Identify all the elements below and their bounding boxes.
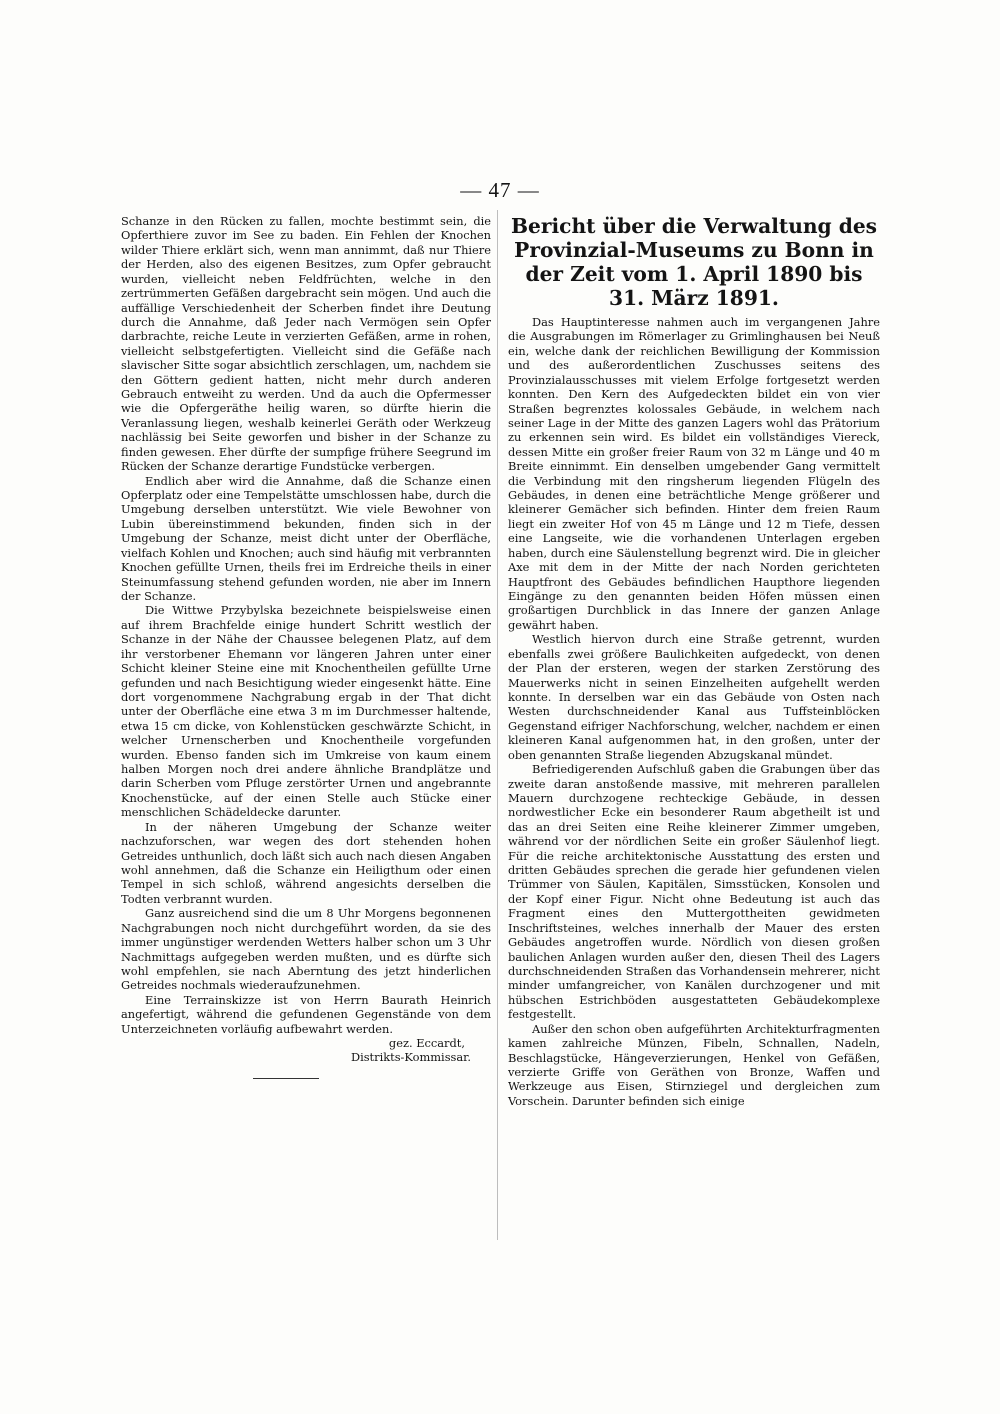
right-column [508,214,880,1108]
signature-name: gez. Eccardt, [388,1036,465,1051]
paragraph: Das Hauptinteresse nahmen auch im vergangenen Jahre die Ausgrabungen im Römerlager zu Grimlinghausen bei Neuß ein, welche dank der reichlichen Bewilligung der Kommission und des außerordentlichen Zuschusses seitens des Provinzialausschusses mit vielem Erfolge fortgesetzt werden konnten. Den Kern des Aufgedeckten bildet ein von vier Straßen begrenztes kolossales Gebäude, in welchem nach seiner Lage in der Mitte des ganzen Lagers wohl das Prätorium zu erkennen sein wird. Es bildet ein vollständiges Viereck, dessen Mitte ein großer freier Raum von 32 m Länge und 40 m Breite einnimmt. Ein denselben umgebender Gang vermittelt die Verbindung mit den ringsherum liegenden Flügeln des Gebäudes, in denen eine beträchtliche Menge größerer und kleinerer Gemächer sich befinden. Hinter dem freien Raum liegt ein zweiter Hof von 45 m Länge und 12 m Tiefe, dessen eine Langseite, wie die vorhandenen Unterlagen ergeben haben, durch eine Säulenstellung begrenzt wird. Die in gleicher Axe mit dem in der Mitte der nach Norden gerichteten Hauptfront des Gebäudes befindlichen Haupthore liegenden Eingänge zu den genannten beiden Höfen müssen einen großartigen Durchblick in das Innere der ganzen Anlage gewährt haben. [508,315,880,632]
signature-title: Distrikts-Kommissar. [350,1050,471,1065]
paragraph: Befriedigerenden Aufschluß gaben die Grabungen über das zweite daran anstoßende massive, mit mehreren parallelen Mauern durchzogene rechteckige Gebäude, in dessen nordwestlicher Ecke ein besonderer Raum abgetheilt ist und das an drei Seiten eine Reihe kleinerer Zimmer umgeben, während vor der nördlichen Seite ein großer Säulenhof liegt. Für die reiche architektonische Ausstattung des ersten und dritten Gebäudes sprechen die gerade hier gefundenen vielen Trümmer von Säulen, Kapitälen, Simsstücken, Konsolen und der Kopf einer Figur. Nicht ohne Bedeutung ist auch das Fragment eines den Muttergottheiten gewidmeten Inschriftsteines, welches innerhalb der Mauer des ersten Gebäudes angetroffen wurde. Nördlich von diesen großen baulichen Anlagen wurden außer den, diesen Theil des Lagers durchschneidenden Straßen das Vorhandensein mehrerer, nicht minder umfangreicher, von Kanälen durchzogener und mit hübschen Estrichböden ausgestatteten Gebäudekomplexe festgestellt. [508,762,880,1022]
paragraph: Eine Terrainskizze ist von Herrn Baurath Heinrich angefertigt, während die gefundenen Gegenstände von dem Unterzeichneten vorläufig aufbewahrt werden. [121,992,491,1036]
page-number: — 47 — [460,178,540,202]
paragraph: Schanze in den Rücken zu fallen, mochte bestimmt sein, die Opferthiere zuvor im See zu baden. Ein Fehlen der Knochen wilder Thiere erklärt sich, wenn man annimmt, daß nur Thiere der Herden, also des eigenen Besitzes, zum Opfer gebraucht wurden, vielleicht neben Feldfrüchten, welche in den zertrümmerten Gefäßen dargebracht sein mögen. Und auch die auffällige Verschiedenheit der Scherben findet ihre Deutung durch die Annahme, daß Jeder nach Vermögen sein Opfer darbrachte, reiche Leute in verzierten Gefäßen, arme in rohen, vielleicht selbstgefertigten. Vielleicht sind die Gefäße nach slavischer Sitte sogar absichtlich zerschlagen, um, nachdem sie den Göttern gedient hatten, nicht mehr durch anderen Gebrauch entweiht zu werden. Und da auch die Opfermesser wie die Opfergeräthe heilig waren, so dürfte hierin die Veranlassung liegen, weshalb keinerlei Geräth oder Werkzeug nachlässig bei Seite geworfen und bisher in der Schanze zu finden gewesen. Eher dürfte der sumpfige frühere Seegrund im Rücken der Schanze derartige Fundstücke verbergen. [121,214,491,474]
paragraph: Außer den schon oben aufgeführten Architekturfragmenten kamen zahlreiche Münzen, Fibeln, Schnallen, Nadeln, Beschlagstücke, Hängeverzierungen, Henkel von Gefäßen, verzierte Griffe von Geräthen von Bronze, Waffen und Werkzeuge aus Eisen, Stirnziegel und dergleichen zum Vorschein. Darunter befinden sich einige [508,1021,880,1108]
left-column [121,214,491,1079]
paragraph: Die Wittwe Przybylska bezeichnete beispielsweise einen auf ihrem Brachfelde einige hundert Schritt westlich der Schanze in der Nähe der Chaussee belegenen Platz, auf dem ihr verstorbener Ehemann vor längeren Jahren unter einer Schicht kleiner Steine eine mit Knochentheilen gefüllte Urne gefunden und nach Besichtigung wieder eingesenkt hätte. Eine dort vorgenommene Nachgrabung ergab in der That dicht unter der Oberfläche eine etwa 3 m im Durchmesser haltende, etwa 15 cm dicke, von Kohlenstücken geschwärzte Schicht, in welcher Urnenscherben und Knochentheile vorgefunden wurden. Ebenso fanden sich im Umkreise von kaum einem halben Morgen noch drei andere ähnliche Brandplätze und darin Scherben vom Pfluge zerstörter Urnen und angebrannte Knochenstücke, auf der einen Stelle auch Stücke einer menschlichen Schädeldecke darunter. [121,603,491,820]
end-rule [253,1078,319,1079]
paragraph: In der näheren Umgebung der Schanze weiter nachzuforschen, war wegen des dort stehenden hohen Getreides unthunlich, doch läßt sich auch nach diesen Angaben wohl annehmen, daß die Schanze ein Heiligthum oder einen Tempel in sich schloß, während angesichts derselben die Todten verbrannt wurden. [121,819,491,906]
paragraph: Westlich hiervon durch eine Straße getrennt, wurden ebenfalls zwei größere Baulichkeiten aufgedeckt, von denen der Plan der ersteren, wegen der starken Zerstörung des Mauerwerks nicht in seinen Einzelheiten aufgehellt werden konnte. In derselben war ein das Gebäude von Osten nach Westen durchschneidender Kanal aus Tuffsteinblöcken Gegenstand eifriger Nachforschung, welcher, nachdem er einen kleineren Kanal aufgenommen hat, in den großen, unter der oben genannten Straße liegenden Abzugskanal mündet. [508,632,880,762]
paragraph: Ganz ausreichend sind die um 8 Uhr Morgens begonnenen Nachgrabungen noch nicht durchgeführt worden, da sie des immer ungünstiger werdenden Wetters halber schon um 3 Uhr Nachmittags aufgegeben werden mußten, und es dürfte sich wohl empfehlen, sie nach Aberntung des jetzt hinderlichen Getreides nochmals wiederaufzunehmen. [121,906,491,993]
paragraph: Endlich aber wird die Annahme, daß die Schanze einen Opferplatz oder eine Tempelstätte umschlossen habe, durch die Umgebung derselben unterstützt. Wie viele Bewohner von Lubin übereinstimmend bekunden, finden sich in der Umgebung der Schanze, meist dicht unter der Oberfläche, vielfach Kohlen und Knochen; auch sind häufig mit verbrannten Knochen gefüllte Urnen, theils frei im Erdreiche theils in einer Steinumfassung stehend gefunden worden, nie aber im Innern der Schanze. [121,473,491,603]
column-divider [497,210,498,1240]
report-title: Bericht über die Verwaltung des Provinzial-Museums zu Bonn in der Zeit vom 1. April 1890 bis 31. März 1891. [510,214,878,310]
